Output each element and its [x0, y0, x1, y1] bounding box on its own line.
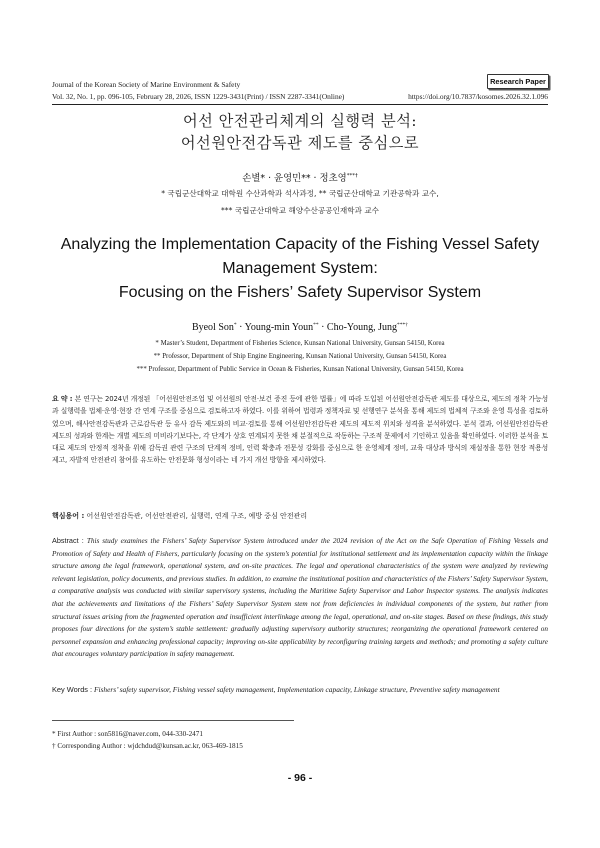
- korean-abstract-text: 본 연구는 2024년 개정된 「어선원안전조업 및 어선원의 안전·보건 증진 등에 관한 법률」에 따라 도입된 어선원안전감독관 제도를 대상으로, 제도의 정착 가능성과 실행력을 법체·운영·현장 간 연계 구조를 중심으로 검토하고자 하였다. 이를 위하여 법령과 정책자료 및 선행연구 분석을 통해 제도의 법체적 구조와 운영 특성을 검토하였으며, 해사안전감독관과 근로감독관 등 유사 감독 제도와의 비교·검토를 통해 어선원안전감독관 제도의 제도적 위치와 성격을 분석하였다. 분석 결과, 어선원안전감독관 제도의 성과와 한계는 개별 제도의 미비라기보다는, 각 단계가 상호 연계되지 못한 채 분절적으로 작동하는 구조적 문제에서 기인하고 있음을 확인하였다. 이러한 분석을 토대로 제도의 안정적 정착을 위해 감독권 관련 구조의 단계적 정비, 인력 확충과 전문성 강화를 중심으로 한 운영체계 정비, 교육 대상과 방식의 재설정을 통한 현장 적용성 제고, 자발적 안전관리 참여를 유도하는 안전문화 형성이라는 네 가지 개선 방향을 제시하였다.: [52, 395, 548, 465]
- korean-affiliation-line1: * 국립군산대학교 대학원 수산과학과 석사과정, ** 국립군산대학교 기관공학과 교수,: [161, 189, 439, 198]
- english-title-line3: Focusing on the Fishers’ Safety Supervisor System: [118, 284, 482, 301]
- journal-name: Journal of the Korean Society of Marine Environment & Safety: [52, 80, 241, 89]
- english-keywords: [52, 685, 500, 694]
- korean-authors: [0, 170, 600, 184]
- korean-keywords: [52, 511, 307, 521]
- english-title-line2: Management System:: [222, 260, 378, 277]
- footnote-rule: [52, 720, 294, 721]
- korean-title-line1: 어선 안전관리체계의 실행력 분석:: [183, 112, 417, 130]
- author-jung: · Cho-Young, Jung: [318, 322, 398, 333]
- volume-info: Vol. 32, No. 1, pp. 096-105, February 28, 2026, ISSN 1229-3431(Print) / ISSN 2287-3341(Online): [52, 92, 345, 101]
- english-title-line1: Analyzing the Implementation Capacity of the Fishing Vessel Safety: [60, 236, 540, 253]
- doi-link[interactable]: https://doi.org/10.7837/kosomes.2026.32.1.096: [408, 92, 548, 101]
- english-abstract: [52, 535, 548, 661]
- english-abstract-text: This study examines the Fishers’ Safety Supervisor System introduced under the 2024 revision of the Act on the Safe Operation of Fishing Vessels and Promotion of Safety and Health of Fishers, particularly focusing on the system’s potential for institutional settlement and its implementation capacity within the linkage structure among the legal framework, operational system, and on-site practices. The legal and operational characteristics of the system were analyzed by reviewing relevant legislation, policy documents, and previous studies. In addition, to examine the institutional position and characteristics of the Fishers’ Safety Supervisor System, a comparative analysis was conducted with similar supervisory systems, including the Maritime Safety Supervisor and Labor Inspector systems. The analysis indicates that the achievements and limitations of the Fishers’ Safety Supervisor System stem not from deficiencies in individual components of the system, but rather from structural issues arising from the fragmented operation and insufficient interlinkage among the legal, operational, and on-site stages. Based on these findings, this study proposes four directions for the system’s stable settlement: gradually adjusting supervisory authority structures; reorganizing the operational framework centered on personnel expansion and enhancing professional capacity; improving on-site applicability by reconfiguring training targets and methods; and promoting a safety culture that encourages voluntary participation in safety management.: [52, 537, 549, 659]
- first-author-footnote: * First Author : son5816@naver.com, 044-330-2471: [52, 730, 203, 738]
- korean-keywords-text: 어선원안전감독관, 어선안전관리, 실행력, 연계 구조, 예방 중심 안전관리: [86, 512, 308, 520]
- header-rule: [52, 104, 548, 105]
- author-jung-mark: ***†: [397, 322, 409, 328]
- page-number: - 96 -: [287, 772, 313, 784]
- english-affiliation-1: * Master’s Student, Department of Fisheries Science, Kunsan National University, Gunsan 54150, Korea: [155, 340, 445, 347]
- english-abstract-label: Abstract :: [52, 536, 84, 545]
- english-authors: [0, 322, 600, 333]
- author-son: Byeol Son: [191, 322, 234, 333]
- author-youn: · Young-min Youn: [236, 322, 314, 333]
- english-keywords-label: Key Words :: [52, 685, 93, 694]
- english-keywords-text: Fishers’ safety supervisor, Fishing vessel safety management, Implementation capacity, Linkage structure, Preventive safety management: [93, 685, 500, 694]
- korean-keywords-label: 핵심용어 :: [52, 512, 85, 520]
- english-affiliation-2: ** Professor, Department of Ship Engine Engineering, Kunsan National University, Gunsan 54150, Korea: [153, 353, 447, 360]
- author-son-mark: *: [233, 322, 237, 328]
- korean-title-line2: 어선원안전감독관 제도를 중심으로: [180, 134, 420, 152]
- english-affiliation-3: *** Professor, Department of Public Service in Ocean & Fisheries, Kunsan National University, Gunsan 54150, Korea: [136, 366, 464, 373]
- korean-abstract-label: 요 약 :: [52, 395, 73, 403]
- korean-author-mark: ***†: [346, 173, 358, 179]
- korean-author-names: 손별* · 윤영민** · 정초영: [242, 173, 347, 184]
- corresponding-author-footnote: † Corresponding Author : wjdchdud@kunsan.ac.kr, 063-469-1815: [52, 742, 243, 750]
- research-paper-badge: Research Paper: [487, 74, 549, 89]
- author-youn-mark: **: [313, 322, 319, 328]
- korean-affiliation-line2: *** 국립군산대학교 해양수산공공인재학과 교수: [220, 206, 379, 215]
- korean-abstract: [52, 393, 548, 467]
